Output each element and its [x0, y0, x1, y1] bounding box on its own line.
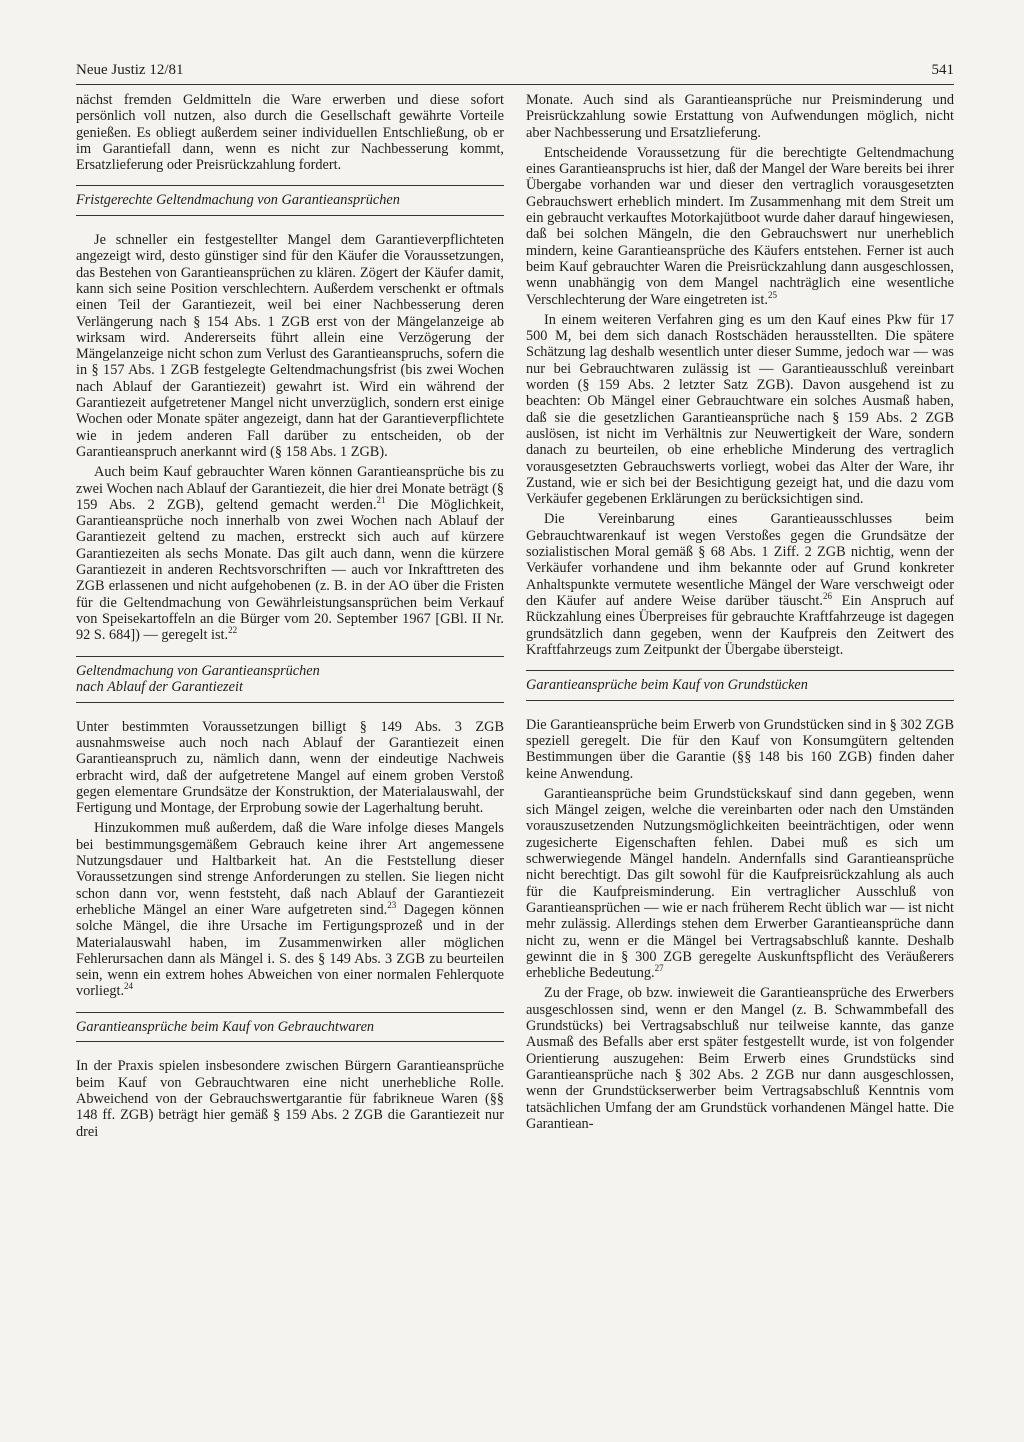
paragraph: Garantieansprüche beim Grundstückskauf sind dann gegeben, wenn sich Mängel zeigen, welche die vereinbarten oder nach den Umständen vorauszusetzenden Nutzungsmöglichkeiten beeinträchtigen, oder wenn zugesicherte Eigenschaften fehlen. Dabei muß es sich um schwerwiegende Mängel handeln. Andernfalls sind Garantieansprüche nicht berechtigt. Das gilt sowohl für die Kaufpreisrückzahlung als auch für die Kaufpreisminderung. Ein vertraglicher Ausschluß von Garantieansprüchen — wie er nach früherem Recht üblich war — ist nicht mehr zulässig. Allerdings stehen dem Erwerber Garantieansprüche dann nicht zu, wenn er die Mängel bei Vertragsabschluß kannte. Deshalb gewinnt die in § 300 ZGB geregelte Auskunftspflicht des Veräußerers erhebliche Bedeutung.$^{27}$ [526, 785, 954, 982]
paragraph: nächst fremden Geldmitteln die Ware erwerben und diese sofort persönlich voll nutzen, also durch die Gesellschaft gewährte Vorteile genießen. Es obliegt außerdem seiner individuellen Entschließung, ob er im Garantiefall dann, wenn es nicht zur Nachbesserung kommt, Ersatzlieferung oder Preisrückzahlung fordert. [76, 92, 504, 174]
page-number: 541 [931, 62, 954, 78]
footnote-ref[interactable]: 26 [822, 591, 832, 602]
footnote-ref[interactable]: 24 [124, 981, 134, 992]
section-heading: Garantieansprüche beim Kauf von Gebrauchtwaren [76, 1012, 504, 1043]
paragraph: Je schneller ein festgestellter Mangel dem Garantieverpflichteten angezeigt wird, desto günstiger sind für den Käufer die Voraussetzungen, das Bestehen von Garantieansprüchen zu klären. Zögert der Käufer damit, kann sich seine Position verschlechtern. Außerdem verschenkt er oftmals einen Teil der Garantiezeit, weil bei einer Nachbesserung deren Verlängerung nach § 154 Abs. 1 ZGB erst von der Mängelanzeige ab wirksam wird. Andererseits führt allein eine Verzögerung der Mängelanzeige nicht schon zum Verlust des Garantieanspruchs, sofern die in § 157 Abs. 1 ZGB festgelegte Geltendmachungsfrist (bis zwei Wochen nach Ablauf der Garantiezeit) gewahrt ist. Wird ein während der Garantiezeit aufgetretener Mangel nicht unverzüglich, sondern erst einige Wochen oder Monate später angezeigt, dann hat der Garantieverpflichtete wie in jedem anderen Fall darüber zu entscheiden, ob der Garantieanspruch anerkannt wird (§ 158 Abs. 1 ZGB). [76, 232, 504, 460]
footnote-ref[interactable]: 21 [376, 495, 386, 506]
paragraph: In der Praxis spielen insbesondere zwischen Bürgern Garantieansprüche beim Kauf von Gebrauchtwaren eine nicht unerhebliche Rolle. Abweichend von der Gebrauchswertgarantie für fabrikneue Waren (§§ 148 ff. ZGB) beträgt hier gemäß § 159 Abs. 2 ZGB die Garantiezeit nur drei [76, 1058, 504, 1140]
paragraph: Die Vereinbarung eines Garantieausschlusses beim Gebrauchtwarenkauf ist wegen Verstoßes gegen die Grundsätze der sozialistischen Moral gemäß § 68 Abs. 1 Ziff. 2 ZGB nichtig, wenn der Verkäufer vorhandene und ihm bekannte oder auf Grund konkreter Anhaltspunkte vermutete wesentliche Mängel der Ware verschweigt oder den Käufer auf andere Weise darüber täuscht.$^{26}$ Ein Anspruch auf Rückzahlung eines Überpreises für gebrauchte Kraftfahrzeuge ist dagegen grundsätzlich dann gegeben, wenn der Kaufpreis den Zeitwert des Kraftfahrzeugs zum Zeitpunkt der Übergabe übersteigt. [526, 511, 954, 658]
section-heading: Garantieansprüche beim Kauf von Grundstücken [526, 670, 954, 701]
paragraph: Unter bestimmten Voraussetzungen billigt § 149 Abs. 3 ZGB ausnahmsweise auch noch nach Ablauf der Garantiezeit einen Garantieanspruch zu, nämlich dann, wenn der eindeutige Nachweis erbracht wird, daß der aufgetretene Mangel auf einem groben Verstoß gegen elementare Grundsätze der Konstruktion, der Materialauswahl, der Fertigung und Montage, der Erprobung sowie der Lagerhaltung beruht. [76, 718, 504, 817]
paragraph: Entscheidende Voraussetzung für die berechtigte Geltendmachung eines Garantieanspruchs ist hier, daß der Mangel der Ware bereits bei ihrer Übergabe vorhanden war und dieser den vertraglich vorausgesetzten Gebrauchswert erheblich mindert. Im Zusammenhang mit dem Streit um ein gebraucht verkauftes Motorkajütboot wurde daher darauf hingewiesen, daß bei solchen Mängeln, die den Gebrauchswert nur unerheblich mindern, keine Garantieansprüche des Käufers entstehen. Ferner ist auch beim Kauf gebrauchter Waren die Preisrückzahlung dann ausgeschlossen, wenn unabhängig von dem Mangel nachträglich eine wesentliche Verschlechterung der Ware eingetreten ist.$^{25}$ [526, 144, 954, 308]
section-heading: Geltendmachung von Garantieansprüchen nach Ablauf der Garantiezeit [76, 656, 504, 703]
footnote-ref[interactable]: 23 [387, 900, 397, 911]
paragraph: Auch beim Kauf gebrauchter Waren können Garantieansprüche bis zu zwei Wochen nach Ablauf der Garantiezeit, die hier drei Monate beträgt (§ 159 Abs. 2 ZGB), geltend gemacht werden.$^{21}$ Die Möglichkeit, Garantieansprüche noch innerhalb von zwei Wochen nach Ablauf der Garantiezeit geltend zu machen, erstreckt sich auch auf kürzere Garantiezeiten als sechs Monate. Das gilt auch dann, wenn die kürzere Garantiezeit in anderen Rechtsvorschriften — auch vor Inkrafttreten des ZGB erlassenen und nicht aufgehobenen (z. B. in der AO über die Fristen für die Geltendmachung von Gewährleistungsansprüchen beim Verkauf von Speisekartoffeln an die Bürger vom 20. September 1967 [GBl. II Nr. 92 S. 684]) — geregelt ist.$^{22}$ [76, 464, 504, 644]
right-column [526, 92, 954, 1136]
paragraph: Hinzukommen muß außerdem, daß die Ware infolge dieses Mangels bei bestimmungsgemäßem Gebrauch keine ihrer Art angemessene Nutzungsdauer und Haltbarkeit hat. An die Feststellung dieser Voraussetzungen sind strenge Anforderungen zu stellen. Sie liegen nicht schon dann vor, wenn feststeht, daß nach Ablauf der Garantiezeit erhebliche Mängel an einer Ware aufgetreten sind.$^{23}$ Dagegen können solche Mängel, die ihre Ursache im Fertigungsprozeß und in der Materialauswahl haben, im Zusammenwirken aller möglichen Fehlerursachen dann als Mängel i. S. des § 149 Abs. 3 ZGB zu beurteilen sein, wenn ein extrem hohes Abweichen von einer normalen Fehlerquote vorliegt.$^{24}$ [76, 820, 504, 1000]
paragraph: Zu der Frage, ob bzw. inwieweit die Garantieansprüche des Erwerbers ausgeschlossen sind, wenn er den Mangel (z. B. Schwammbefall des Grundstücks) bei Vertragsabschluß nur teilweise kannte, das ganze Ausmaß des Befalls aber erst später festgestellt wurde, ist von folgender Orientierung auszugehen: Beim Erwerb eines Grundstücks sind Garantieansprüche nach § 302 Abs. 2 ZGB nur dann ausgeschlossen, wenn der Grundstückserwerber beim Vertragsabschluß Kenntnis vom tatsächlichen Umfang der am Grundstück vorhandenen Mängel hatte. Die Garantiean- [526, 985, 954, 1132]
running-header [76, 58, 954, 85]
section-heading: Fristgerechte Geltendmachung von Garantieansprüchen [76, 185, 504, 216]
paragraph: In einem weiteren Verfahren ging es um den Kauf eines Pkw für 17 500 M, bei dem sich danach Rostschäden herausstellten. Die spätere Schätzung lag deshalb wesentlich unter dieser Summe, jedoch war — was nur bei Gebrauchtwaren zulässig ist — Garantieausschluß vereinbart worden (§ 159 Abs. 2 letzter Satz ZGB). Davon ausgehend ist zu beachten: Ob Mängel einer Gebrauchtware ein solches Ausmaß haben, daß sie die gesetzlichen Garantieansprüche nach § 159 Abs. 2 ZGB auslösen, ist nicht im Verhältnis zur Neuwertigkeit der Ware, sondern danach zu beurteilen, ob eine erhebliche Minderung des vertraglich vorausgesetzten Gebrauchswerts vorliegt, wobei das Alter der Ware, ihr Zustand, wie er sich bei der Besichtigung gezeigt hat, und die dazu vom Verkäufer gegebenen Erklärungen zu berücksichtigen sind. [526, 311, 954, 508]
footnote-ref[interactable]: 22 [228, 625, 238, 636]
paragraph: Die Garantieansprüche beim Erwerb von Grundstücken sind in § 302 ZGB speziell geregelt. Die für den Kauf von Konsumgütern geltenden Bestimmungen über die Garantie (§§ 148 bis 160 ZGB) finden daher keine Anwendung. [526, 716, 955, 782]
left-column [76, 92, 504, 1144]
footnote-ref[interactable]: 25 [767, 289, 777, 300]
paragraph: Monate. Auch sind als Garantieansprüche nur Preisminderung und Preisrückzahlung sowie Erstattung von Aufwendungen möglich, nicht aber Nachbesserung und Ersatzlieferung. [526, 92, 954, 141]
footnote-ref[interactable]: 27 [654, 963, 664, 974]
journal-issue: Neue Justiz 12/81 [76, 62, 184, 78]
